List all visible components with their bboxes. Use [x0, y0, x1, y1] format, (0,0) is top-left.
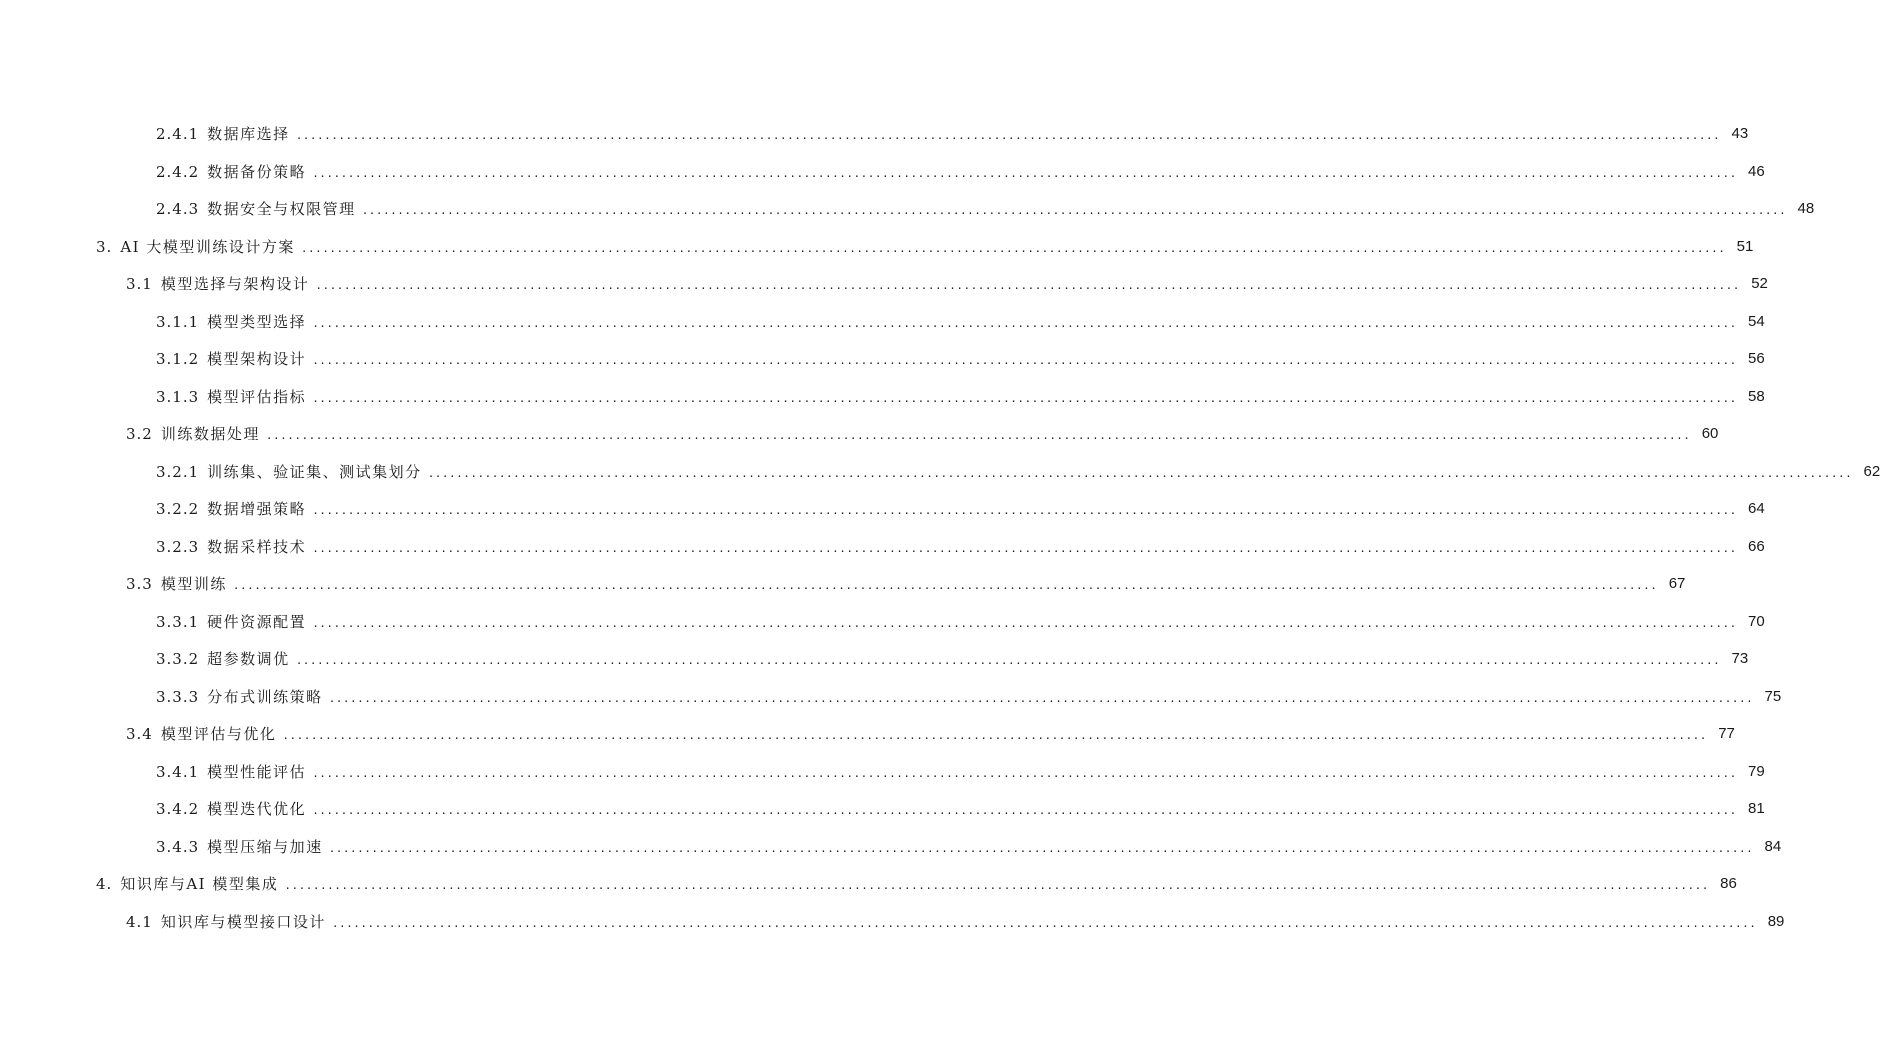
- toc-entry-label: 知识库与AI 模型集成: [120, 875, 279, 894]
- toc-page-number: 46: [1748, 162, 1765, 180]
- toc-entry-title: [156, 611, 306, 632]
- toc-dot-leader: ........................................................................................................................................................................................................: [312, 541, 1737, 555]
- toc-page-number: 62: [1863, 462, 1880, 480]
- toc-dot-leader: ........................................................................................................................................................................................................: [427, 466, 1853, 480]
- toc-page-number: 54: [1748, 312, 1765, 330]
- toc-entry-number: 3.2.1: [156, 462, 200, 481]
- toc-entry-number: 4.1: [126, 912, 153, 931]
- toc-entry-title: [96, 236, 295, 257]
- toc-dot-leader: ........................................................................................................................................................................................................: [312, 166, 1737, 180]
- toc-dot-leader: ........................................................................................................................................................................................................: [312, 391, 1737, 405]
- toc-page-number: 75: [1764, 687, 1782, 705]
- toc-entry-number: 3.4.2: [156, 800, 200, 819]
- toc-entry-title: [156, 123, 290, 144]
- toc-entry-number: 3.3.1: [156, 612, 200, 631]
- toc-dot-leader: ........................................................................................................................................................................................................: [312, 316, 1737, 330]
- toc-page-number: 70: [1748, 612, 1765, 630]
- toc-entry[interactable]: [0, 865, 1737, 903]
- toc-entry-label: 训练数据处理: [160, 425, 260, 444]
- toc-page-number: 58: [1748, 387, 1765, 405]
- toc-entry-label: 模型评估指标: [207, 387, 307, 406]
- toc-page-number: 43: [1731, 125, 1749, 143]
- toc-entry-title: [126, 911, 326, 932]
- toc-entry-label: 模型训练: [160, 575, 227, 594]
- toc-entry-title: [96, 873, 278, 894]
- toc-page-number: 52: [1751, 275, 1768, 293]
- toc-entry-number: 3.1: [126, 275, 153, 294]
- toc-entry-number: 3.3.3: [156, 687, 200, 706]
- toc-page-number: 79: [1748, 762, 1765, 780]
- toc-entry-label: 数据增强策略: [207, 500, 307, 519]
- toc-dot-leader: ........................................................................................................................................................................................................: [295, 654, 1721, 668]
- toc-entry-label: 模型性能评估: [207, 762, 307, 781]
- toc-entry-number: 2.4.3: [156, 200, 200, 219]
- toc-dot-leader: ........................................................................................................................................................................................................: [300, 241, 1726, 255]
- toc-entry-number: 3.1.3: [156, 387, 200, 406]
- toc-entry[interactable]: [0, 153, 1765, 191]
- toc-page-number: 66: [1748, 537, 1765, 555]
- table-of-contents: [0, 115, 1880, 940]
- toc-dot-leader: ........................................................................................................................................................................................................: [315, 279, 1740, 293]
- toc-entry-number: 3.2.2: [156, 500, 200, 519]
- toc-entry[interactable]: [0, 828, 1782, 866]
- toc-entry-label: 模型类型选择: [207, 312, 307, 331]
- toc-entry-number: 3.: [96, 237, 113, 256]
- toc-entry-label: 模型架构设计: [207, 350, 307, 369]
- toc-page-number: 81: [1748, 800, 1765, 818]
- toc-entry-label: AI 大模型训练设计方案: [120, 237, 295, 256]
- toc-dot-leader: ........................................................................................................................................................................................................: [295, 129, 1721, 143]
- toc-entry[interactable]: [0, 340, 1765, 378]
- toc-entry-title: [156, 648, 290, 669]
- toc-page-number: 86: [1720, 875, 1737, 893]
- toc-entry-label: 数据采样技术: [207, 537, 307, 556]
- toc-entry-title: [156, 311, 306, 332]
- toc-entry[interactable]: [0, 790, 1765, 828]
- toc-entry[interactable]: [0, 678, 1782, 716]
- toc-entry-number: 3.4: [126, 725, 153, 744]
- toc-entry-title: [156, 498, 306, 519]
- toc-entry-title: [156, 386, 306, 407]
- toc-dot-leader: ........................................................................................................................................................................................................: [284, 879, 1709, 893]
- toc-dot-leader: ........................................................................................................................................................................................................: [331, 916, 1757, 930]
- toc-entry-title: [156, 461, 422, 482]
- toc-entry-label: 超参数调优: [207, 650, 290, 669]
- toc-entry-number: 2.4.2: [156, 162, 200, 181]
- toc-page-number: 77: [1718, 725, 1735, 743]
- toc-dot-leader: ........................................................................................................................................................................................................: [282, 729, 1707, 743]
- toc-page-number: 56: [1748, 350, 1765, 368]
- toc-entry[interactable]: [0, 265, 1768, 303]
- toc-entry-title: [126, 273, 309, 294]
- toc-entry-label: 数据安全与权限管理: [207, 200, 356, 219]
- toc-entry[interactable]: [0, 753, 1765, 791]
- toc-entry-label: 硬件资源配置: [207, 612, 307, 631]
- toc-entry-title: [126, 423, 260, 444]
- toc-entry-label: 训练集、验证集、测试集划分: [207, 462, 422, 481]
- toc-dot-leader: ........................................................................................................................................................................................................: [361, 204, 1787, 218]
- toc-dot-leader: ........................................................................................................................................................................................................: [312, 504, 1737, 518]
- toc-page-number: 51: [1736, 237, 1754, 255]
- toc-entry-title: [156, 198, 356, 219]
- toc-dot-leader: ........................................................................................................................................................................................................: [312, 766, 1737, 780]
- toc-entry-title: [126, 573, 227, 594]
- toc-page-number: 84: [1764, 837, 1782, 855]
- toc-entry[interactable]: [0, 490, 1765, 528]
- toc-entry[interactable]: [0, 228, 1754, 266]
- toc-entry[interactable]: [0, 565, 1686, 603]
- toc-entry[interactable]: [0, 640, 1749, 678]
- toc-entry-title: [126, 723, 276, 744]
- toc-entry-title: [156, 161, 306, 182]
- toc-dot-leader: ........................................................................................................................................................................................................: [232, 579, 1658, 593]
- toc-entry-label: 模型压缩与加速: [207, 837, 323, 856]
- toc-entry-title: [156, 836, 323, 857]
- toc-entry-title: [156, 536, 306, 557]
- toc-entry[interactable]: [0, 303, 1765, 341]
- toc-entry-number: 3.2.3: [156, 537, 200, 556]
- toc-entry[interactable]: [0, 453, 1880, 491]
- toc-entry-label: 模型选择与架构设计: [160, 275, 310, 294]
- toc-entry[interactable]: [0, 603, 1765, 641]
- toc-entry[interactable]: [0, 715, 1735, 753]
- toc-dot-leader: ........................................................................................................................................................................................................: [312, 354, 1737, 368]
- toc-entry-number: 3.3: [126, 575, 153, 594]
- toc-dot-leader: ........................................................................................................................................................................................................: [312, 804, 1737, 818]
- toc-entry-title: [156, 798, 306, 819]
- toc-dot-leader: ........................................................................................................................................................................................................: [328, 691, 1754, 705]
- toc-dot-leader: ........................................................................................................................................................................................................: [265, 429, 1691, 443]
- toc-entry-title: [156, 761, 306, 782]
- toc-entry-number: 2.4.1: [156, 125, 200, 144]
- toc-entry-label: 分布式训练策略: [207, 687, 323, 706]
- toc-entry-title: [156, 686, 323, 707]
- toc-entry[interactable]: [0, 528, 1765, 566]
- toc-page-number: 89: [1767, 912, 1785, 930]
- toc-page-number: 67: [1668, 575, 1686, 593]
- toc-page-number: 64: [1748, 500, 1765, 518]
- toc-entry-label: 知识库与模型接口设计: [160, 912, 326, 931]
- toc-entry[interactable]: [0, 415, 1719, 453]
- toc-dot-leader: ........................................................................................................................................................................................................: [328, 841, 1754, 855]
- toc-entry-number: 3.4.3: [156, 837, 200, 856]
- toc-entry[interactable]: [0, 115, 1749, 153]
- toc-dot-leader: ........................................................................................................................................................................................................: [312, 616, 1737, 630]
- toc-entry-title: [156, 348, 306, 369]
- toc-entry-number: 4.: [96, 875, 113, 894]
- toc-entry-number: 3.4.1: [156, 762, 200, 781]
- toc-entry-label: 模型迭代优化: [207, 800, 307, 819]
- toc-entry-label: 模型评估与优化: [160, 725, 277, 744]
- toc-entry-label: 数据备份策略: [207, 162, 307, 181]
- toc-page-number: 48: [1797, 200, 1815, 218]
- toc-page-number: 60: [1701, 425, 1719, 443]
- toc-entry-number: 3.2: [126, 425, 153, 444]
- toc-entry[interactable]: [0, 903, 1785, 941]
- toc-entry-label: 数据库选择: [207, 125, 290, 144]
- toc-page-number: 73: [1731, 650, 1749, 668]
- toc-entry-number: 3.1.1: [156, 312, 200, 331]
- toc-entry[interactable]: [0, 378, 1765, 416]
- toc-entry-number: 3.1.2: [156, 350, 200, 369]
- toc-entry[interactable]: [0, 190, 1815, 228]
- toc-entry-number: 3.3.2: [156, 650, 200, 669]
